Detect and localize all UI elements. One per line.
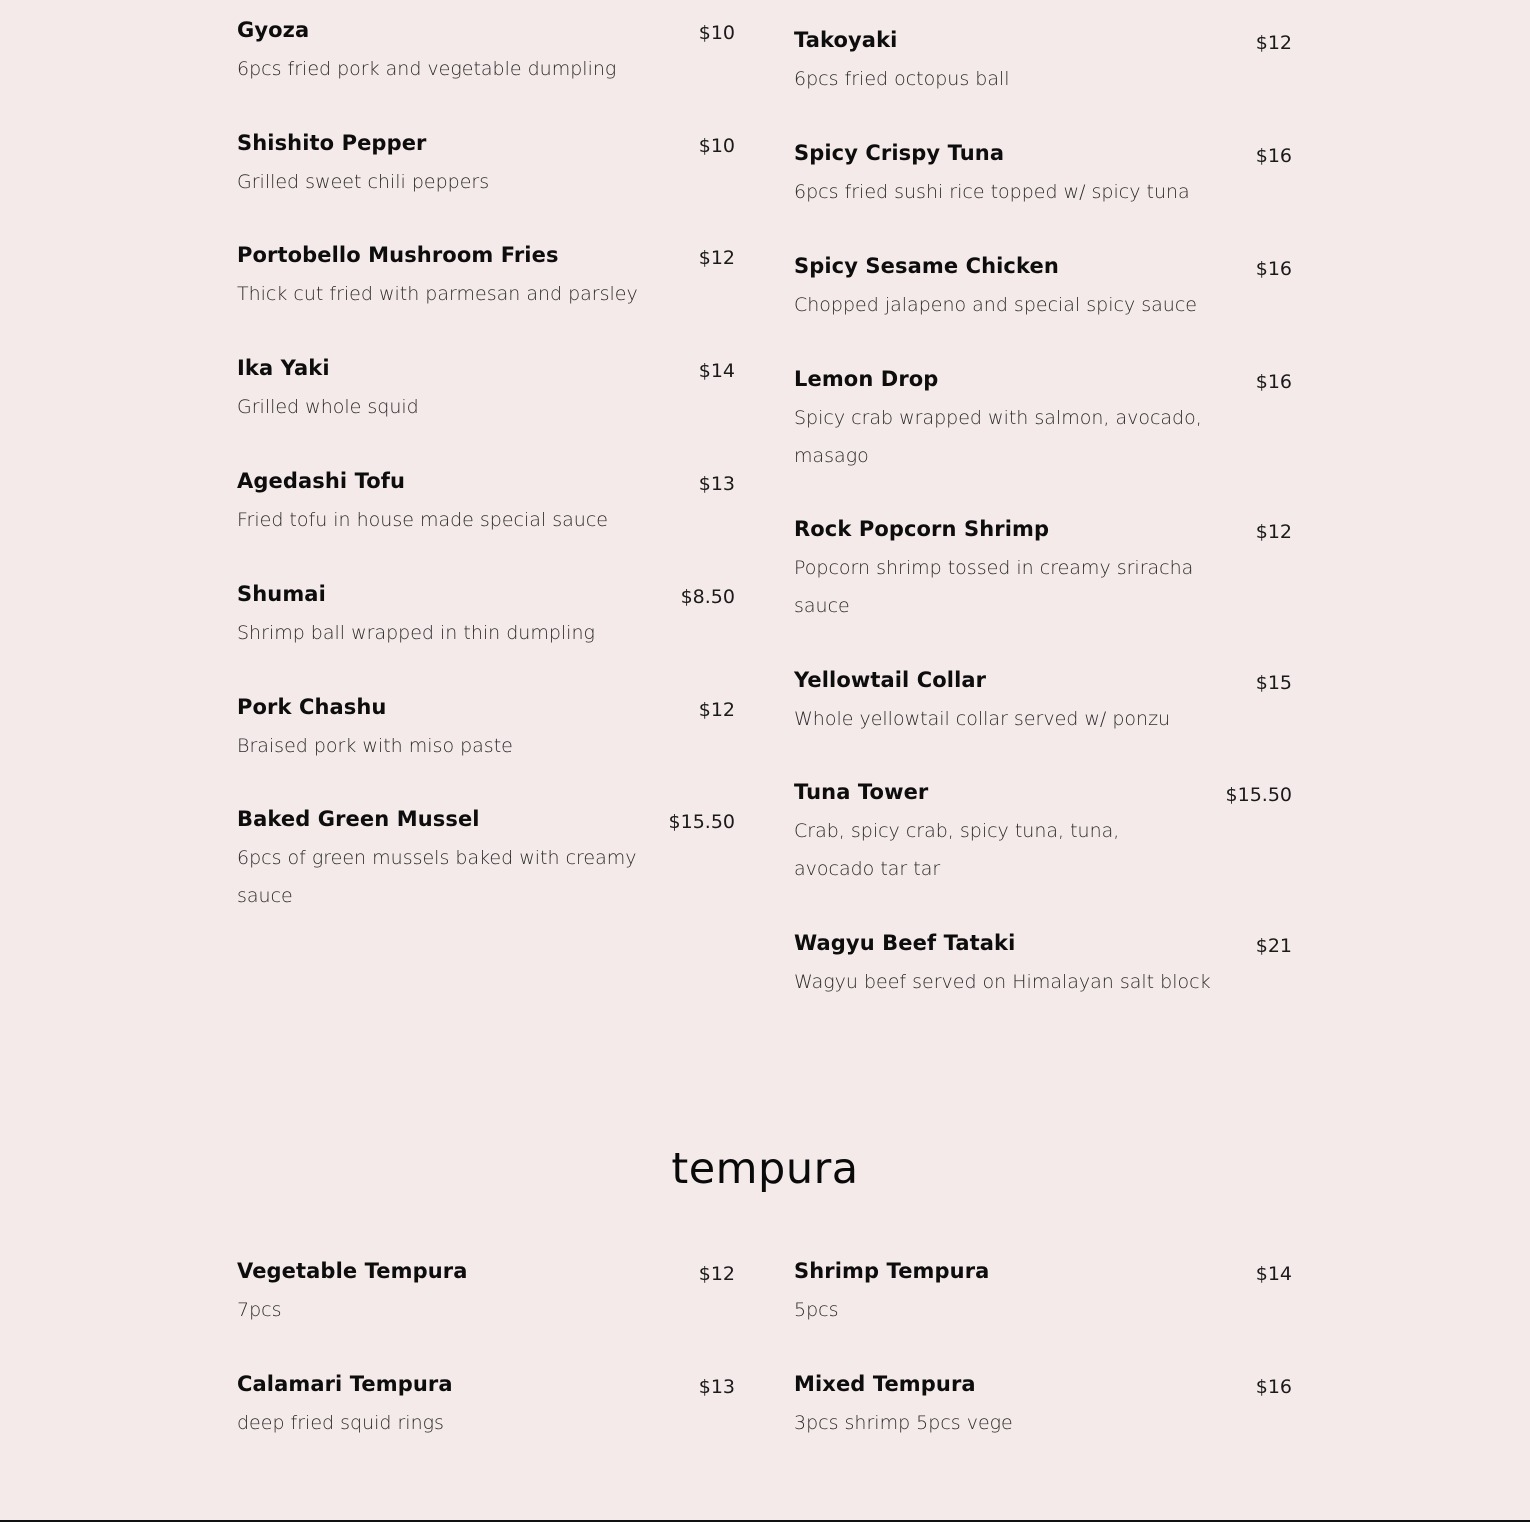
menu-item-lemon-drop: [794, 365, 1292, 475]
menu-item-ika-yaki: [237, 354, 735, 426]
menu-item-price: $14: [1255, 1263, 1292, 1285]
menu-item-description: Chopped jalapeno and special spicy sauce: [794, 294, 1197, 316]
menu-item-spicy-sesame-chicken: [794, 252, 1292, 324]
menu-item-description: 5pcs: [794, 1299, 839, 1321]
menu-item-mixed-tempura: [794, 1370, 1292, 1442]
menu-item-name: Wagyu Beef Tataki: [794, 931, 1016, 955]
menu-item-pork-chashu: [237, 693, 735, 765]
menu-item-name: Pork Chashu: [237, 695, 387, 719]
tempura-right-column: [794, 1257, 1292, 1457]
menu-item-price: $8.50: [680, 586, 735, 608]
menu-item-price: $12: [698, 1263, 735, 1285]
menu-item-yellowtail-collar: [794, 666, 1292, 738]
menu-item-price: $16: [1255, 258, 1292, 280]
menu-item-price: $16: [1255, 1376, 1292, 1398]
menu-item-price: $15: [1255, 672, 1292, 694]
menu-item-spicy-crispy-tuna: [794, 139, 1292, 211]
menu-item-description: Whole yellowtail collar served w/ ponzu: [794, 708, 1171, 730]
menu-item-description: 6pcs fried pork and vegetable dumpling: [237, 58, 617, 80]
menu-item-name: Vegetable Tempura: [237, 1259, 468, 1283]
menu-item-description: 6pcs fried octopus ball: [794, 68, 1010, 90]
menu-item-price: $16: [1255, 145, 1292, 167]
menu-item-price: $12: [698, 247, 735, 269]
menu-item-description: Spicy crab wrapped with salmon, avocado, masago: [794, 407, 1202, 467]
menu-item-gyoza: [237, 16, 735, 88]
menu-item-agedashi-tofu: [237, 467, 735, 539]
menu-item-tuna-tower: [794, 778, 1292, 888]
menu-item-name: Rock Popcorn Shrimp: [794, 517, 1050, 541]
menu-item-description: Fried tofu in house made special sauce: [237, 509, 608, 531]
menu-item-wagyu-beef-tataki: [794, 929, 1292, 1001]
menu-item-description: 6pcs of green mussels baked with creamy sauce: [237, 847, 637, 907]
menu-item-takoyaki: [794, 26, 1292, 98]
menu-item-price: $10: [698, 22, 735, 44]
menu-item-name: Spicy Sesame Chicken: [794, 254, 1059, 278]
menu-item-shumai: [237, 580, 735, 652]
menu-item-price: $13: [698, 473, 735, 495]
menu-item-price: $10: [698, 135, 735, 157]
menu-item-price: $15.50: [668, 811, 735, 833]
menu-item-name: Baked Green Mussel: [237, 807, 480, 831]
menu-item-description: Grilled sweet chili peppers: [237, 171, 490, 193]
menu-item-rock-popcorn-shrimp: [794, 515, 1292, 625]
menu-item-description: 6pcs fried sushi rice topped w/ spicy tuna: [794, 181, 1190, 203]
menu-item-vegetable-tempura: [237, 1257, 735, 1329]
menu-item-name: Lemon Drop: [794, 367, 939, 391]
menu-item-description: 7pcs: [237, 1299, 282, 1321]
appetizers-right-column: [794, 0, 1292, 1010]
menu-item-name: Shumai: [237, 582, 326, 606]
menu-item-description: Shrimp ball wrapped in thin dumpling: [237, 622, 595, 644]
menu-item-calamari-tempura: [237, 1370, 735, 1442]
menu-item-description: deep fried squid rings: [237, 1412, 444, 1434]
menu-item-name: Takoyaki: [794, 28, 898, 52]
menu-item-name: Spicy Crispy Tuna: [794, 141, 1005, 165]
menu-item-price: $14: [698, 360, 735, 382]
menu-item-name: Shishito Pepper: [237, 131, 427, 155]
menu-item-name: Agedashi Tofu: [237, 469, 406, 493]
menu-item-price: $15.50: [1225, 784, 1292, 806]
menu-item-description: Thick cut fried with parmesan and parsley: [237, 283, 638, 305]
tempura-left-column: [237, 1257, 735, 1457]
menu-item-baked-green-mussel: [237, 805, 735, 915]
section-title-tempura: tempura: [671, 1144, 859, 1194]
menu-item-price: $12: [1255, 521, 1292, 543]
menu-item-shrimp-tempura: [794, 1257, 1292, 1329]
menu-item-name: Shrimp Tempura: [794, 1259, 990, 1283]
menu-item-name: Portobello Mushroom Fries: [237, 243, 559, 267]
menu-item-name: Yellowtail Collar: [794, 668, 987, 692]
menu-item-name: Ika Yaki: [237, 356, 330, 380]
menu-item-price: $13: [698, 1376, 735, 1398]
menu-item-description: 3pcs shrimp 5pcs vege: [794, 1412, 1013, 1434]
menu-item-description: Braised pork with miso paste: [237, 735, 513, 757]
menu-item-portobello-mushroom-fries: [237, 241, 735, 313]
menu-item-price: $12: [1255, 32, 1292, 54]
menu-item-shishito-pepper: [237, 129, 735, 201]
menu-item-name: Mixed Tempura: [794, 1372, 976, 1396]
menu-item-description: Crab, spicy crab, spicy tuna, tuna, avocado tar tar: [794, 820, 1120, 880]
menu-item-name: Gyoza: [237, 18, 310, 42]
menu-item-description: Wagyu beef served on Himalayan salt block: [794, 971, 1211, 993]
menu-item-name: Calamari Tempura: [237, 1372, 453, 1396]
menu-item-price: $21: [1255, 935, 1292, 957]
menu-item-description: Popcorn shrimp tossed in creamy sriracha sauce: [794, 557, 1194, 617]
menu-item-price: $12: [698, 699, 735, 721]
menu-item-description: Grilled whole squid: [237, 396, 419, 418]
menu-item-price: $16: [1255, 371, 1292, 393]
appetizers-left-column: [237, 0, 735, 1000]
menu-item-name: Tuna Tower: [794, 780, 929, 804]
